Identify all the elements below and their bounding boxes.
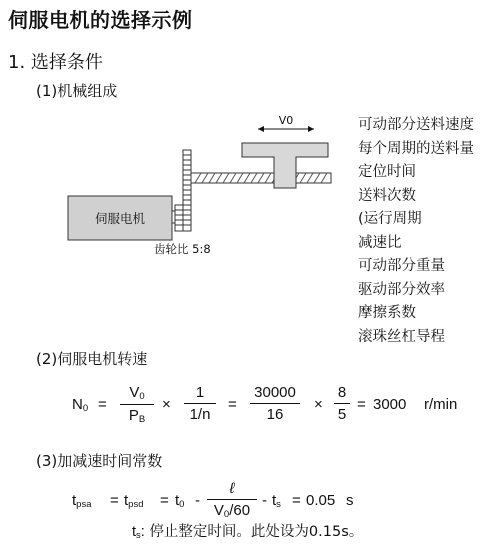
equals-sign: =: [357, 396, 366, 413]
equals-sign: =: [98, 396, 107, 413]
formula-lhs: $N_0$: [72, 396, 89, 414]
t-s: $t_s$: [272, 492, 281, 510]
condition-item: 滚珠丝杠导程: [358, 328, 445, 345]
times-sign: ×: [314, 396, 323, 413]
fraction-8-over-5: 8 5: [334, 384, 350, 423]
fraction-l-over-v0-60: ℓ $V_0/60$: [207, 480, 257, 520]
subsection-heading-mechanism: (1)机械组成: [36, 82, 118, 100]
condition-item: 每个周期的送料量: [358, 140, 474, 157]
velocity-label: V0: [278, 114, 294, 127]
small-gear: [175, 205, 183, 231]
condition-item: 可动部分重量: [358, 258, 445, 274]
ts-note: $t_s$: 停止整定时间。此处设为0.15s。: [132, 524, 364, 541]
time-constant-unit: s: [346, 492, 354, 509]
mechanism-diagram: [60, 110, 345, 260]
servo-motor-label: 伺服电机: [94, 211, 146, 226]
section-heading-selection-conditions: 1. 选择条件: [8, 52, 103, 73]
subsection-heading-accel-decel: (3)加减速时间常数: [36, 452, 163, 470]
fraction-one-over-reduction: 1 1/n: [184, 384, 216, 423]
subsection-heading-motor-speed: (2)伺服电机转速: [36, 350, 148, 368]
times-sign: ×: [162, 396, 171, 413]
time-constant-result: 0.05: [306, 492, 336, 509]
condition-item: (运行周期: [358, 211, 422, 227]
t-psd: $t_{psd}$: [124, 492, 144, 510]
minus-sign: -: [195, 492, 200, 509]
t-zero: $t_0$: [175, 492, 185, 510]
condition-item: 定位时间: [358, 164, 416, 180]
fraction-v0-over-pb: $V_0$ $P_B$: [120, 384, 154, 425]
page-title: 伺服电机的选择示例: [8, 8, 193, 32]
condition-item: 驱动部分效率: [358, 281, 445, 298]
gear-ratio-label: 齿轮比 5:8: [154, 242, 211, 256]
speed-unit: r/min: [424, 396, 458, 413]
speed-result: 3000: [373, 396, 407, 413]
condition-item: 摩擦系数: [358, 305, 416, 321]
equals-sign: =: [228, 396, 237, 413]
fraction-30000-over-16: 30000 16: [250, 384, 300, 423]
t-psa: $t_{psa}$: [72, 492, 92, 510]
equals-sign: =: [292, 492, 301, 509]
equals-sign: =: [110, 492, 119, 509]
minus-sign: -: [262, 492, 267, 509]
condition-item: 送料次数: [358, 187, 416, 204]
conditions-list: [358, 114, 474, 349]
equals-sign: =: [160, 492, 169, 509]
condition-item: 可动部分送料速度: [358, 117, 474, 133]
condition-item: 减速比: [358, 234, 402, 251]
